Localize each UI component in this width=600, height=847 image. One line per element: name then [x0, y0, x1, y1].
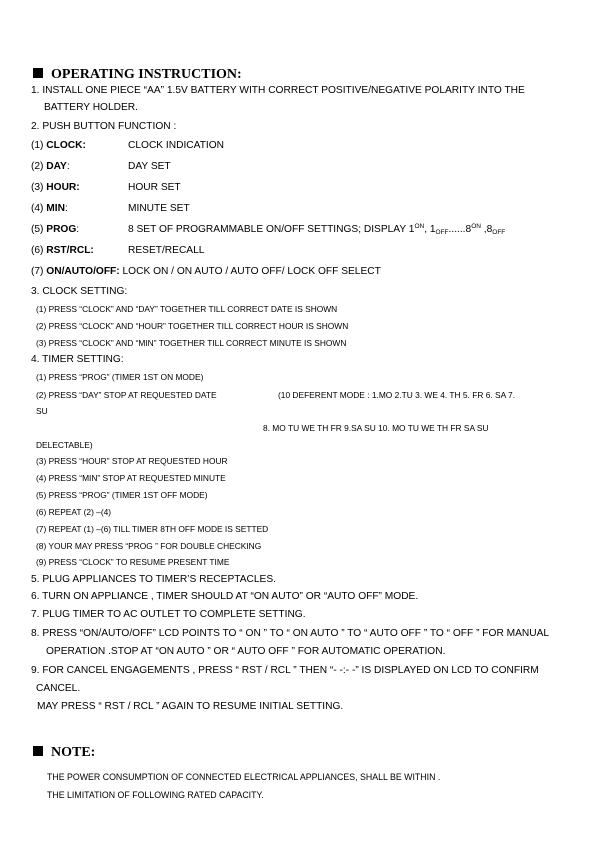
button-row-clock: (1) CLOCK:: [31, 140, 86, 151]
button-desc-day: DAY SET: [128, 161, 171, 172]
step-9-line-3: MAY PRESS “ RST / RCL ” AGAIN TO RESUME INITIAL SETTING.: [37, 701, 344, 712]
step-6: 6. TURN ON APPLIANCE , TIMER SHOULD AT “ON AUTO” OR “AUTO OFF” MODE.: [31, 591, 419, 602]
operating-instruction-heading: OPERATING INSTRUCTION:: [33, 67, 242, 83]
step-1-line-2: BATTERY HOLDER.: [44, 102, 138, 113]
step-4-item-6: (6) REPEAT (2) –(4): [36, 507, 112, 517]
button-row-rst-rcl: (6) RST/RCL:: [31, 245, 94, 256]
step-3-heading: 3. CLOCK SETTING:: [31, 286, 128, 297]
step-4-item-5: (5) PRESS “PROG” (TIMER 1ST OFF MODE): [36, 490, 208, 500]
button-row-hour: (3) HOUR:: [31, 182, 80, 193]
step-4-item-2c: SU: [36, 406, 48, 416]
step-4-item-4: (4) PRESS “MIN” STOP AT REQUESTED MINUTE: [36, 473, 226, 483]
step-7: 7. PLUG TIMER TO AC OUTLET TO COMPLETE SETTING.: [31, 609, 306, 620]
step-4-item-7: (7) REPEAT (1) –(6) TILL TIMER 8TH OFF MODE IS SETTED: [36, 524, 269, 534]
step-9-line-2: CANCEL.: [36, 683, 81, 694]
note-line-1: THE POWER CONSUMPTION OF CONNECTED ELECTRICAL APPLIANCES, SHALL BE WITHIN .: [47, 772, 441, 782]
square-bullet-icon: [33, 68, 43, 78]
button-desc-hour: HOUR SET: [128, 182, 181, 193]
step-1-line-1: 1. INSTALL ONE PIECE “AA” 1.5V BATTERY WITH CORRECT POSITIVE/NEGATIVE POLARITY INTO THE: [31, 85, 525, 96]
step-4-item-2a: (2) PRESS “DAY” STOP AT REQUESTED DATE: [36, 390, 217, 400]
step-3-item-1: (1) PRESS “CLOCK” AND “DAY” TOGETHER TILL CORRECT DATE IS SHOWN: [36, 304, 338, 314]
button-desc-prog: 8 SET OF PROGRAMMABLE ON/OFF SETTINGS; DISPLAY $1^{ON}$, $1_{OFF}......8^{ON}$ $,8_{OFF}$: [128, 223, 506, 236]
step-4-item-2b: (10 DEFERENT MODE : 1.MO 2.TU 3. WE 4. TH 5. FR 6. SA 7.: [278, 390, 516, 400]
step-9-line-1: 9. FOR CANCEL ENGAGEMENTS , PRESS “ RST / RCL ” THEN “- -:- -” IS DISPLAYED ON LCD TO CONFIRM: [31, 665, 539, 676]
step-4-item-9: (9) PRESS “CLOCK” TO RESUME PRESENT TIME: [36, 557, 230, 567]
square-bullet-icon: [33, 746, 43, 756]
button-row-min: (4) MIN:: [31, 203, 68, 214]
button-row-prog: (5) PROG:: [31, 224, 80, 235]
step-8-line-2: OPERATION .STOP AT “ON AUTO ” OR “ AUTO OFF ” FOR AUTOMATIC OPERATION.: [46, 646, 446, 657]
note-line-2: THE LIMITATION OF FOLLOWING RATED CAPACITY.: [47, 790, 264, 800]
step-8-line-1: 8. PRESS “ON/AUTO/OFF” LCD POINTS TO “ ON ” TO “ ON AUTO ” TO “ AUTO OFF ” TO “ OFF ” FOR MANUAL: [31, 628, 550, 639]
note-heading: NOTE:: [33, 745, 95, 761]
step-3-item-3: (3) PRESS “CLOCK” AND “MIN” TOGETHER TILL CORRECT MINUTE IS SHOWN: [36, 338, 347, 348]
step-3-item-2: (2) PRESS “CLOCK” AND “HOUR” TOGETHER TILL CORRECT HOUR IS SHOWN: [36, 321, 349, 331]
button-row-day: (2) DAY:: [31, 161, 70, 172]
step-2-heading: 2. PUSH BUTTON FUNCTION :: [31, 121, 177, 132]
step-4-heading: 4. TIMER SETTING:: [31, 354, 124, 365]
step-4-item-2e: DELECTABLE): [36, 440, 93, 450]
button-desc-rst-rcl: RESET/RECALL: [128, 245, 205, 256]
step-4-item-8: (8) YOUR MAY PRESS “PROG ” FOR DOUBLE CHECKING: [36, 541, 262, 551]
button-desc-min: MINUTE SET: [128, 203, 190, 214]
step-4-item-2d: 8. MO TU WE TH FR 9.SA SU 10. MO TU WE TH FR SA SU: [263, 423, 489, 433]
step-5: 5. PLUG APPLIANCES TO TIMER’S RECEPTACLES.: [31, 574, 276, 585]
button-desc-clock: CLOCK INDICATION: [128, 140, 225, 151]
step-4-item-1: (1) PRESS “PROG” (TIMER 1ST ON MODE): [36, 372, 204, 382]
step-4-item-3: (3) PRESS “HOUR” STOP AT REQUESTED HOUR: [36, 456, 228, 466]
button-row-on-auto-off: (7) ON/AUTO/OFF: LOCK ON / ON AUTO / AUTO OFF/ LOCK OFF SELECT: [31, 266, 381, 277]
